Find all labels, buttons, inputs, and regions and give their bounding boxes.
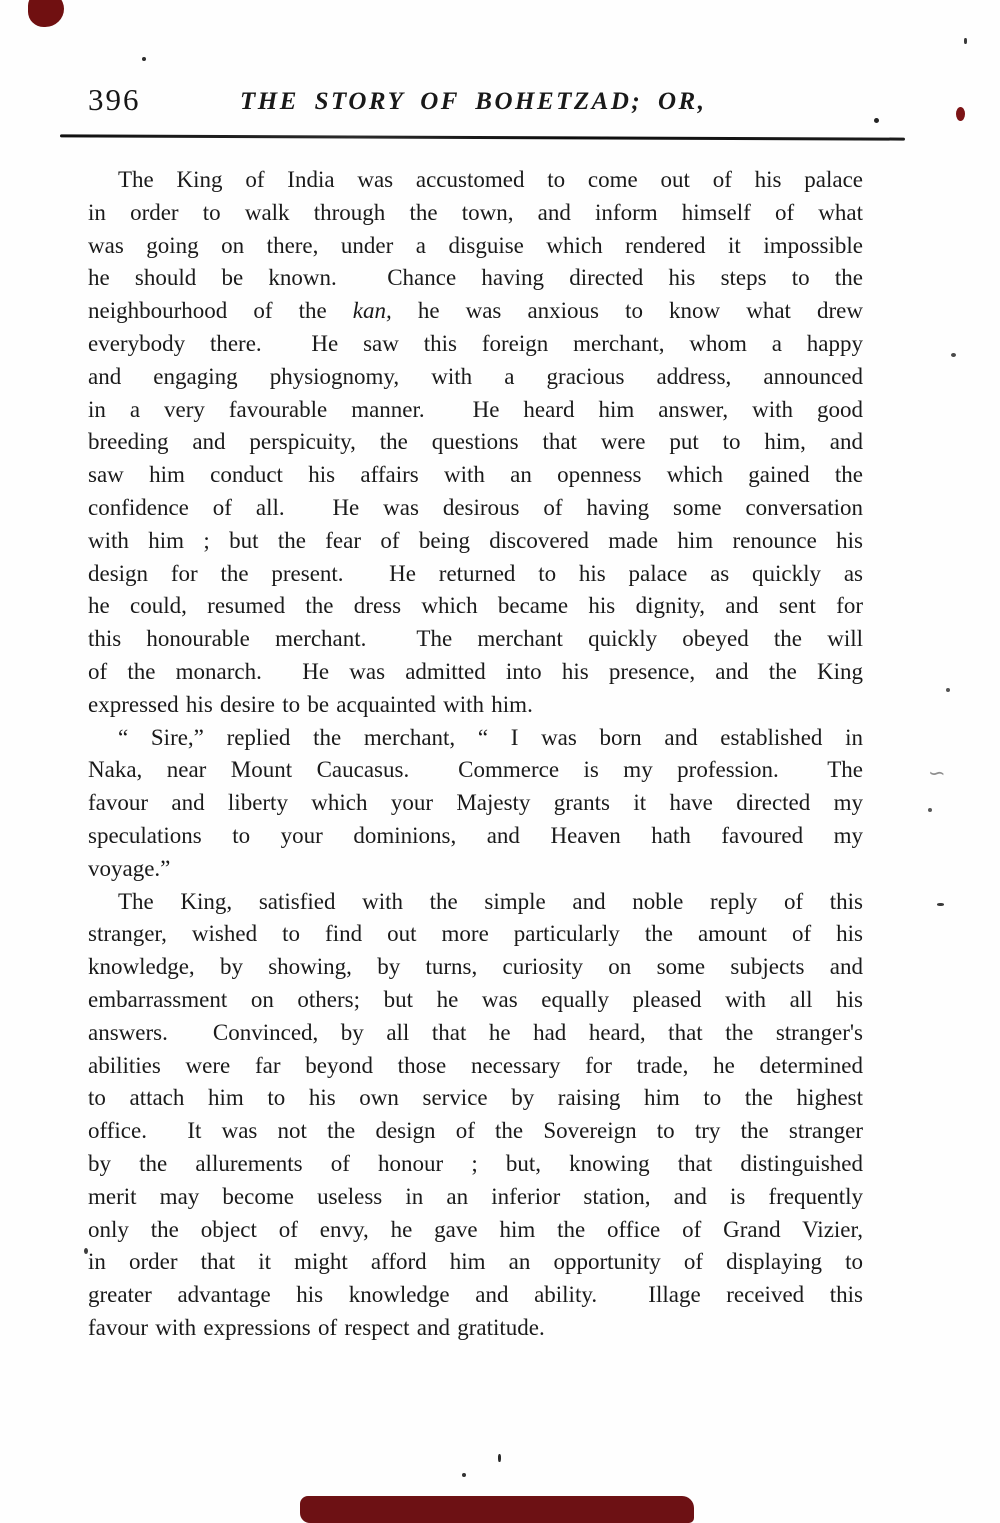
text-line: to attach him to his own service by raising him to the highest (88, 1085, 863, 1111)
text-column (88, 164, 863, 1345)
text-line: “ Sire,” replied the merchant, “ I was born and established in (118, 724, 863, 750)
text-line: in order to walk through the town, and inform himself of what (88, 199, 863, 225)
text-line: speculations to your dominions, and Heaven hath favoured my (88, 822, 863, 848)
ink-speck (498, 1454, 501, 1462)
text-line: abilities were far beyond those necessary for trade, he determined (88, 1052, 863, 1078)
text-line: design for the present. He returned to his palace as quickly as (88, 560, 863, 586)
text-line: by the allurements of honour ; but, knowing that distinguished (88, 1150, 863, 1176)
text-line: greater advantage his knowledge and ability. Illage received this (88, 1282, 863, 1308)
ink-speck (964, 38, 967, 44)
text-line: office. It was not the design of the Sovereign to try the stranger (88, 1118, 863, 1144)
page-number: 396 (88, 82, 141, 117)
text-line: only the object of envy, he gave him the office of Grand Vizier, (88, 1216, 863, 1242)
text-line: he could, resumed the dress which became his dignity, and sent for (88, 593, 863, 619)
text-line: voyage.” (88, 855, 171, 881)
ink-speck (874, 118, 879, 123)
text-line: he should be known. Chance having directed his steps to the (88, 265, 863, 291)
text-line: of the monarch. He was admitted into his presence, and the King (88, 658, 863, 684)
text-line: breeding and perspicuity, the questions that were put to him, and (88, 429, 863, 455)
text-line: everybody there. He saw this foreign merchant, whom a happy (88, 330, 863, 356)
text-line: and engaging physiognomy, with a gracious address, announced (88, 363, 863, 389)
text-line: The King, satisfied with the simple and noble reply of this (118, 888, 863, 914)
text-line: in a very favourable manner. He heard him answer, with good (88, 396, 863, 422)
text-line: Naka, near Mount Caucasus. Commerce is my profession. The (88, 757, 863, 783)
red-stain-top-left (28, 0, 64, 27)
text-line: expressed his desire to be acquainted with him. (88, 691, 533, 717)
running-head-title: THE STORY OF BOHETZAD; OR, (240, 88, 707, 115)
text-line: favour with expressions of respect and gratitude. (88, 1314, 545, 1340)
ink-speck (946, 688, 950, 692)
text-line: with him ; but the fear of being discovered made him renounce his (88, 527, 863, 553)
text-line: stranger, wished to find out more particularly the amount of his (88, 921, 863, 947)
text-line: favour and liberty which your Majesty grants it have directed my (88, 790, 863, 816)
header-rule (60, 134, 905, 140)
text-line: was going on there, under a disguise which rendered it impossible (88, 232, 863, 258)
text-line: neighbourhood of the kan, he was anxious to know what drew (88, 298, 864, 324)
text-line: knowledge, by showing, by turns, curiosity on some subjects and (88, 954, 863, 980)
text-line: this honourable merchant. The merchant quickly obeyed the will (88, 626, 863, 652)
ink-speck (142, 57, 146, 61)
pencil-squiggle: ∽ (928, 761, 946, 785)
red-stain-bottom-bar (300, 1496, 694, 1523)
text-line: The King of India was accustomed to come out of his palace (118, 167, 863, 192)
ink-speck (951, 353, 956, 357)
text-line: in order that it might afford him an opportunity of displaying to (88, 1249, 863, 1275)
text-line: embarrassment on others; but he was equally pleased with all his (88, 986, 863, 1012)
ink-speck (928, 808, 932, 812)
text-line: merit may become useless in an inferior station, and is frequently (88, 1183, 863, 1209)
ink-speck (462, 1473, 466, 1477)
text-line: saw him conduct his affairs with an openness which gained the (88, 462, 863, 488)
ink-speck (84, 1248, 88, 1254)
text-line: confidence of all. He was desirous of having some conversation (88, 494, 863, 520)
ink-speck (937, 903, 944, 906)
red-dot-right-margin (956, 107, 965, 121)
text-line: answers. Convinced, by all that he had heard, that the stranger's (88, 1019, 863, 1045)
